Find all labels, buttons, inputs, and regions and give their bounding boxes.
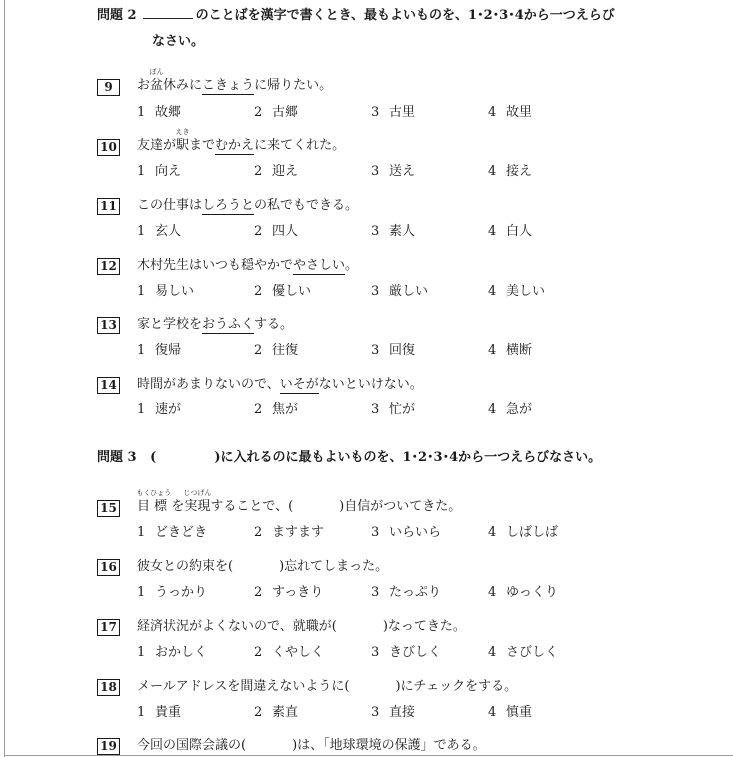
option-2[interactable]: 2 すっきり xyxy=(254,585,324,600)
underline-blank xyxy=(143,6,193,19)
option-4[interactable]: 4 急が xyxy=(488,402,533,417)
option-4[interactable]: 4 しばしば xyxy=(488,525,559,540)
option-3[interactable]: 3 素人 xyxy=(371,224,416,239)
option-3[interactable]: 3 送え xyxy=(371,164,416,179)
question-number: 18 xyxy=(97,679,120,696)
question-text: 時間があまりないので、いそがないといけない。 xyxy=(137,377,423,392)
section-2-instruction: のことばを漢字で書くとき、最もよいものを、1･2･3･4から一つえらび xyxy=(195,8,615,23)
option-1[interactable]: 1 貴重 xyxy=(137,705,182,720)
option-3[interactable]: 3 直接 xyxy=(371,705,416,720)
option-4[interactable]: 4 白人 xyxy=(488,224,533,239)
question-number: 16 xyxy=(97,559,120,576)
question-number: 13 xyxy=(97,317,120,334)
option-3[interactable]: 3 厳しい xyxy=(371,284,429,299)
option-3[interactable]: 3 きびしく xyxy=(371,645,442,660)
question-number: 14 xyxy=(97,377,120,394)
option-1[interactable]: 1 おかしく xyxy=(137,645,208,660)
question-text: お ぼん 盆休みにこきょうに帰りたい。 xyxy=(137,68,333,93)
question-text: メールアドレスを間違えないように( )にチェックをする。 xyxy=(137,679,518,694)
question-text: 経済状況がよくないので、就職が( )なってきた。 xyxy=(137,619,466,634)
section-2-heading xyxy=(97,3,615,55)
underlined-word: おうふく xyxy=(202,317,255,332)
option-4[interactable]: 4 さびしく xyxy=(488,645,559,660)
underlined-word: むかえ xyxy=(215,138,255,153)
option-2[interactable]: 2 素直 xyxy=(254,705,299,720)
option-2[interactable]: 2 くやしく xyxy=(254,645,325,660)
question-text: 木村先生はいつも穏やかでやさしい。 xyxy=(137,258,359,273)
underlined-word: こきょう xyxy=(202,78,255,93)
option-2[interactable]: 2 往復 xyxy=(254,343,299,358)
option-2[interactable]: 2 優しい xyxy=(254,284,312,299)
question-number: 11 xyxy=(97,198,120,215)
question-text: 家と学校をおうふくする。 xyxy=(137,317,294,332)
option-1[interactable]: 1 玄人 xyxy=(137,224,182,239)
question-number: 10 xyxy=(97,139,120,156)
option-2[interactable]: 2 古郷 xyxy=(254,105,299,120)
option-1[interactable]: 1 うっかり xyxy=(137,585,208,600)
section-2-label: 問題 2 xyxy=(97,8,137,23)
option-1[interactable]: 1 易しい xyxy=(137,284,195,299)
option-1[interactable]: 1 故郷 xyxy=(137,105,182,120)
section-3-instruction: )に入れるのに最もよいものを、1･2･3･4から一つえらびなさい。 xyxy=(214,450,602,465)
option-2[interactable]: 2 焦が xyxy=(254,402,299,417)
question-text: 彼女との約束を( )忘れてしまった。 xyxy=(137,559,389,574)
option-1[interactable]: 1 復帰 xyxy=(137,343,182,358)
option-3[interactable]: 3 古里 xyxy=(371,105,416,120)
question-text: 今回の国際会議の( )は、「地球環境の保護」である。 xyxy=(137,738,486,753)
option-2[interactable]: 2 四人 xyxy=(254,224,299,239)
option-1[interactable]: 1 どきどき xyxy=(137,525,208,540)
option-4[interactable]: 4 慎重 xyxy=(488,705,533,720)
option-1[interactable]: 1 速が xyxy=(137,402,182,417)
question-number: 17 xyxy=(97,619,120,636)
question-number: 19 xyxy=(97,738,120,755)
section-2-instruction-cont: なさい。 xyxy=(152,34,205,49)
option-2[interactable]: 2 迎え xyxy=(254,164,299,179)
option-4[interactable]: 4 横断 xyxy=(488,343,533,358)
option-4[interactable]: 4 故里 xyxy=(488,105,533,120)
question-text: この仕事はしろうとの私でもできる。 xyxy=(137,198,359,213)
section-3-label: 問題 3 xyxy=(97,450,137,465)
option-4[interactable]: 4 接え xyxy=(488,164,533,179)
option-3[interactable]: 3 回復 xyxy=(371,343,416,358)
option-4[interactable]: 4 ゆっくり xyxy=(488,585,558,600)
option-3[interactable]: 3 忙が xyxy=(371,402,416,417)
option-4[interactable]: 4 美しい xyxy=(488,284,546,299)
question-number: 9 xyxy=(97,79,120,96)
question-text: もく 目 ひょう 標 を じつげん 実現することで、( )自信がついてきた。 xyxy=(136,489,462,514)
question-number: 12 xyxy=(97,258,120,275)
option-1[interactable]: 1 向え xyxy=(137,164,182,179)
underlined-word: しろうと xyxy=(202,198,255,213)
page-bottom-border xyxy=(4,755,733,756)
question-number: 15 xyxy=(97,500,120,517)
page-left-border xyxy=(4,0,5,757)
option-3[interactable]: 3 いらいら xyxy=(371,525,442,540)
option-2[interactable]: 2 ますます xyxy=(254,525,325,540)
underlined-word: いそが xyxy=(279,377,319,392)
underlined-word: やさしい xyxy=(293,258,346,273)
question-text: 友達が えき 駅までむかえに来てくれた。 xyxy=(137,128,346,153)
option-3[interactable]: 3 たっぷり xyxy=(371,585,442,600)
section-3-heading: 問題 3 ( )に入れるのに最もよいものを、1･2･3･4から一つえらびなさい。 xyxy=(97,450,602,465)
